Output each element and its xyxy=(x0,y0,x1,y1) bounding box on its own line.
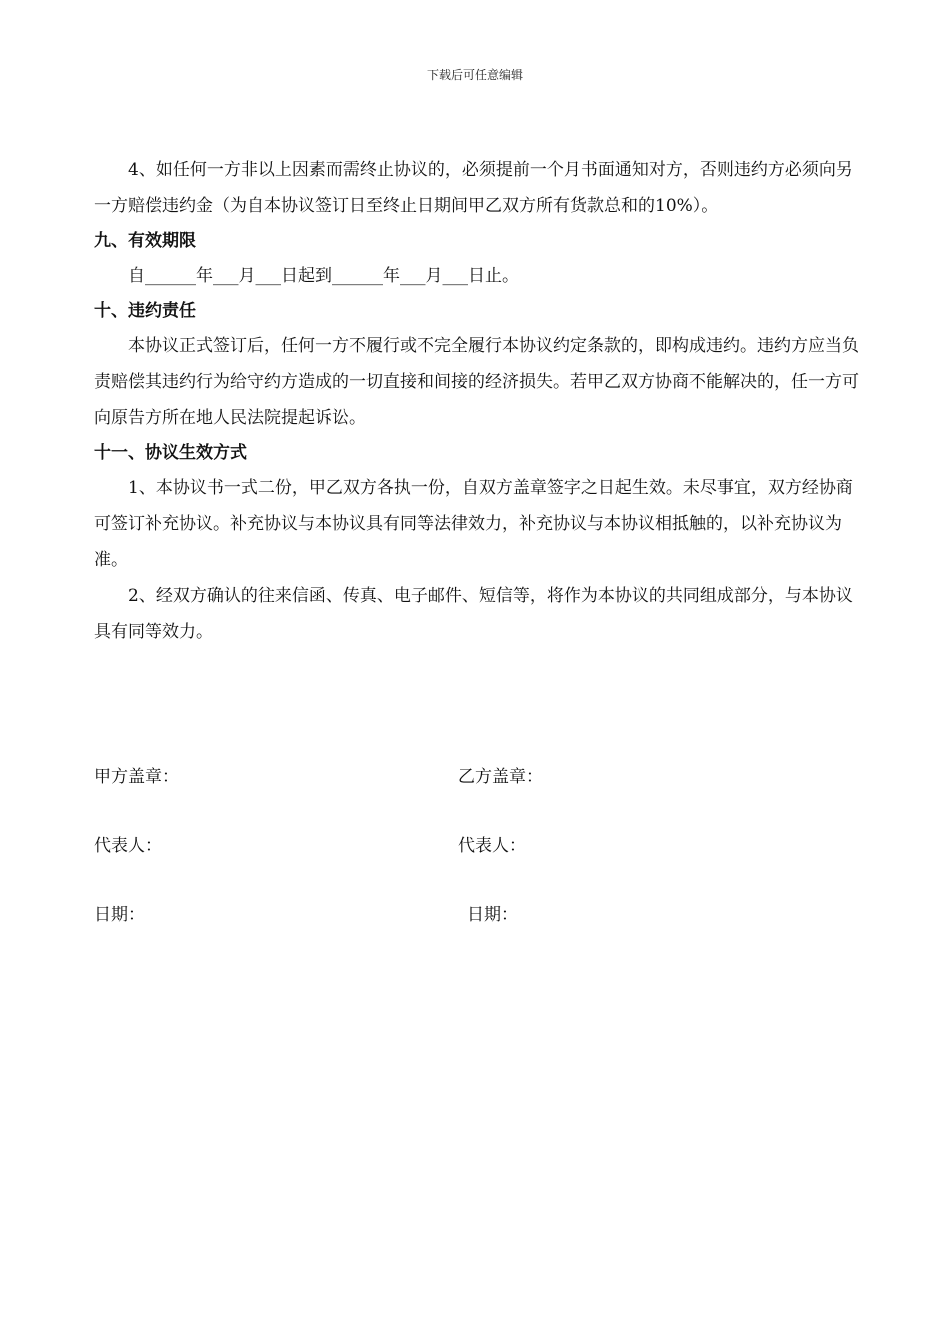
section-9-validity-text: 自______年___月___日起到______年___月___日止。 xyxy=(128,266,519,286)
date-row xyxy=(94,900,874,969)
clause-4-paragraph: 4、如任何一方非以上因素而需终止协议的，必须提前一个月书面通知对方，否则违约方必须向另一方赔偿违约金（为自本协议签订日至终止日期间甲乙双方所有货款总和的10%）。 xyxy=(94,160,853,216)
party-a-date-label: 日期： xyxy=(94,905,145,925)
signature-block xyxy=(94,762,874,969)
header-note: 下载后可任意编辑 xyxy=(426,68,523,82)
section-10-heading: 十、违约责任 xyxy=(94,301,196,321)
party-b-seal-label: 乙方盖章： xyxy=(458,767,543,787)
document-body xyxy=(94,152,864,650)
party-a-seal-label: 甲方盖章： xyxy=(94,767,179,787)
section-11-item-2: 2、经双方确认的往来信函、传真、电子邮件、短信等，将作为本协议的共同组成部分，与本协议具有同等效力。 xyxy=(94,586,853,642)
section-11-item-1: 1、本协议书一式二份，甲乙双方各执一份，自双方盖章签字之日起生效。未尽事宜，双方经协商可签订补充协议。补充协议与本协议具有同等法律效力，补充协议与本协议相抵触的，以补充协议为准。 xyxy=(94,478,853,570)
representative-row xyxy=(94,831,874,900)
party-a-representative-label: 代表人： xyxy=(94,836,162,856)
section-9-heading: 九、有效期限 xyxy=(94,231,196,251)
seal-row xyxy=(94,762,874,831)
party-b-date-label: 日期： xyxy=(467,905,518,925)
section-11-heading: 十一、协议生效方式 xyxy=(94,443,247,463)
section-10-text: 本协议正式签订后，任何一方不履行或不完全履行本协议约定条款的，即构成违约。违约方应当负责赔偿其违约行为给守约方造成的一切直接和间接的经济损失。若甲乙双方协商不能解决的，任一方可向原告方所在地人民法院提起诉讼。 xyxy=(94,336,859,428)
party-b-representative-label: 代表人： xyxy=(458,836,526,856)
